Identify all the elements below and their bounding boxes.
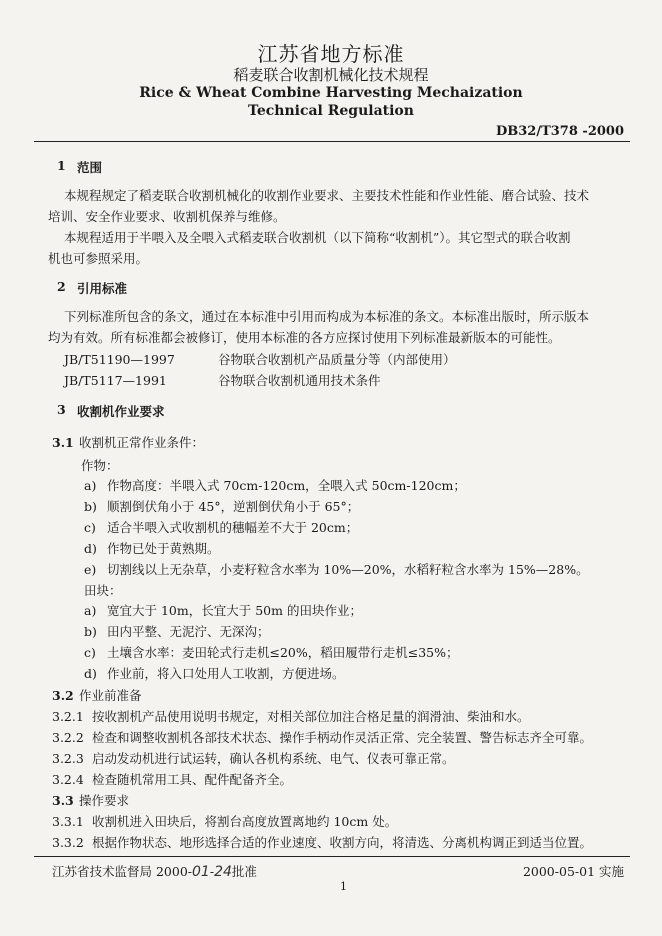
page-number: 1 xyxy=(340,880,347,893)
clause-3-1-number: 3.1 xyxy=(52,435,74,450)
clause-3-3-1-text: 收割机进入田块后，将割台高度放置离地约 10cm 处。 xyxy=(92,814,398,829)
crop-item-c: 适合半喂入式收割机的穗幅差不大于 20cm； xyxy=(107,520,359,535)
crop-item-a-marker: a) xyxy=(84,478,97,493)
reference-code-1: JB/T51190—1997 xyxy=(64,352,175,367)
section-3-number: 3 xyxy=(57,402,66,417)
field-item-a-marker: a) xyxy=(84,603,97,618)
crop-item-a: 作物高度：半喂入式 70cm-120cm，全喂入式 50cm-120cm； xyxy=(107,478,466,493)
clause-3-2-1-number: 3.2.1 xyxy=(52,709,84,724)
field-item-a: 宽宜大于 10m，长宜大于 50m 的田块作业； xyxy=(107,603,362,618)
crop-item-b-marker: b) xyxy=(84,499,97,514)
clause-3-3-number: 3.3 xyxy=(52,793,74,808)
section-1-para-1-line-1: 本规程规定了稻麦联合收割机械化的收割作业要求、主要技术性能和作业性能、磨合试验、技术 xyxy=(64,188,590,203)
crop-item-e: 切割线以上无杂草，小麦籽粒含水率为 10%—20%，水稻籽粒含水率为 15%—28%。 xyxy=(107,562,589,577)
section-2-para-line-2: 均为有效。所有标准都会被修订，使用本标准的各方应探讨使用下列标准最新版本的可能性。 xyxy=(48,330,561,345)
clause-3-2-2-text: 检查和调整收割机各部技术状态、操作手柄动作灵活正常、完全装置、警告标志齐全可靠。 xyxy=(92,730,593,745)
handwritten-day: 24 xyxy=(214,864,232,880)
section-2-heading: 引用标准 xyxy=(77,281,128,296)
clause-3-2-3-number: 3.2.3 xyxy=(52,751,84,766)
clause-3-2-number: 3.2 xyxy=(52,688,74,703)
crop-item-b: 顺割倒伏角小于 45°，逆割倒伏角小于 65°； xyxy=(107,499,360,514)
field-item-b: 田内平整、无泥泞、无深沟； xyxy=(107,624,270,639)
clause-3-3-2-number: 3.3.2 xyxy=(52,835,84,850)
footer-divider xyxy=(34,856,630,857)
header-divider xyxy=(34,141,630,142)
approve-text: 批准 xyxy=(231,864,257,879)
crop-item-d: 作物已处于黄熟期。 xyxy=(107,541,220,556)
section-2-para-line-1: 下列标准所包含的条文，通过在本标准中引用而构成为本标准的条文。本标准出版时，所示版本 xyxy=(64,309,590,324)
crop-label: 作物： xyxy=(81,458,119,473)
footer-issuer xyxy=(52,862,257,880)
clause-3-3-1-number: 3.3.1 xyxy=(52,814,84,829)
clause-3-2-title: 作业前准备 xyxy=(79,688,142,703)
field-item-d-marker: d) xyxy=(84,666,97,681)
section-1-heading: 范围 xyxy=(77,160,103,175)
reference-name-1: 谷物联合收割机产品质量分等（内部使用） xyxy=(218,352,456,367)
document-number: DB32/T378 -2000 xyxy=(495,124,624,139)
implementation-date: 2000-05-01 实施 xyxy=(522,864,624,879)
field-item-b-marker: b) xyxy=(84,624,97,639)
field-item-c-marker: c) xyxy=(84,645,96,660)
field-label: 田块： xyxy=(84,583,122,598)
reference-code-2: JB/T5117—1991 xyxy=(64,373,167,388)
clause-3-3-title: 操作要求 xyxy=(79,793,130,808)
section-1-para-1-line-2: 培训、安全作业要求、收割机保养与维修。 xyxy=(48,209,286,224)
regulation-title: 稻麦联合收割机械化技术规程 xyxy=(233,66,429,84)
section-2-number: 2 xyxy=(57,279,66,294)
english-title-line1: Rice & Wheat Combine Harvesting Mechaization xyxy=(139,85,523,101)
english-title-line2: Technical Regulation xyxy=(248,103,414,119)
section-1-para-2-line-2: 机也可参照采用。 xyxy=(48,251,149,266)
clause-3-2-4-number: 3.2.4 xyxy=(52,772,84,787)
crop-item-c-marker: c) xyxy=(84,520,96,535)
clause-3-2-3-text: 启动发动机进行试运转，确认各机构系统、电气、仪表可靠正常。 xyxy=(92,751,455,766)
crop-item-e-marker: e) xyxy=(84,562,97,577)
section-1-para-2-line-1: 本规程适用于半喂入及全喂入式稻麦联合收割机（以下简称“收割机”）。其它型式的联合收割 xyxy=(64,230,571,245)
reference-name-2: 谷物联合收割机通用技术条件 xyxy=(218,373,381,388)
clause-3-2-2-number: 3.2.2 xyxy=(52,730,84,745)
clause-3-2-1-text: 按收割机产品使用说明书规定，对相关部位加注合格足量的润滑油、柴油和水。 xyxy=(92,709,530,724)
section-1-number: 1 xyxy=(57,158,66,173)
standard-title: 江苏省地方标准 xyxy=(257,42,405,66)
clause-3-2-4-text: 检查随机常用工具、配件配备齐全。 xyxy=(92,772,293,787)
crop-item-d-marker: d) xyxy=(84,541,97,556)
issuer-text: 江苏省技术监督局 2000- xyxy=(52,864,193,879)
date-dash: - xyxy=(209,864,215,879)
section-3-heading: 收割机作业要求 xyxy=(77,404,165,419)
clause-3-3-2-text: 根据作物状态、地形选择合适的作业速度、收割方向，将清选、分离机构调正到适当位置。 xyxy=(92,835,593,850)
field-item-d: 作业前，将入口处用人工收割，方便进场。 xyxy=(107,666,345,681)
handwritten-month: 01 xyxy=(192,864,210,880)
field-item-c: 土壤含水率：麦田轮式行走机≤20%，稻田履带行走机≤35%； xyxy=(107,645,459,660)
clause-3-1-title: 收割机正常作业条件： xyxy=(79,435,205,450)
